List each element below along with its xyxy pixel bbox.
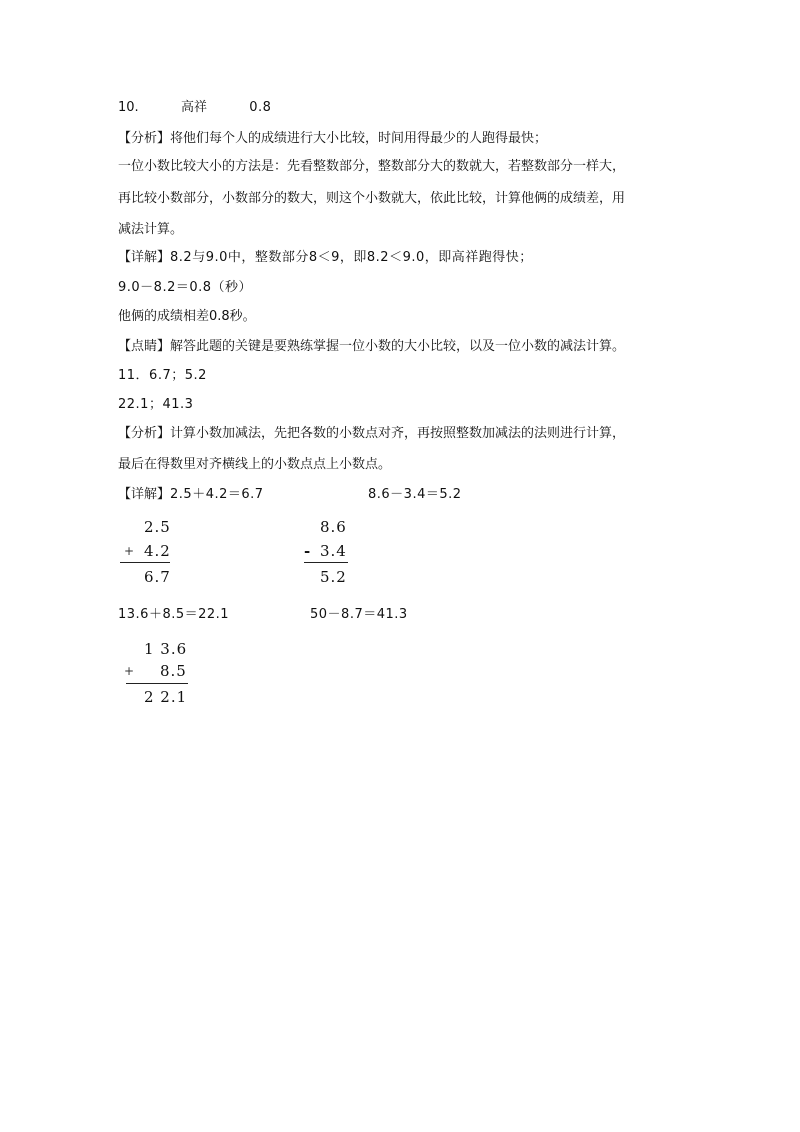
q11-eq1: 2.5＋4.2＝6.7 bbox=[170, 487, 264, 502]
vcalc3-bottom: 8.5 bbox=[160, 662, 187, 680]
vertical-calc-addition-2 bbox=[118, 640, 198, 712]
vcalc2-rule bbox=[304, 562, 348, 563]
vcalc3-rule bbox=[126, 683, 188, 684]
q10-method-line1: 一位小数比较大小的方法是：先看整数部分，整数部分大的数就大，若整数部分一样大， bbox=[118, 159, 626, 174]
q10-tip-text: 解答此题的关键是要熟练掌握一位小数的大小比较，以及一位小数的减法计算。 bbox=[170, 339, 626, 354]
q10-tip-line bbox=[118, 338, 625, 356]
q10-calc: 9.0－8.2＝0.8（秒） bbox=[118, 280, 253, 295]
vertical-calc-addition-1 bbox=[118, 518, 178, 590]
q10-detail-text: 8.2与9.0中，整数部分8＜9，即8.2＜9.0，即高祥跑得快； bbox=[170, 250, 533, 265]
q11-eq2: 8.6－3.4＝5.2 bbox=[368, 487, 462, 502]
vertical-calc-subtraction-1 bbox=[300, 518, 360, 590]
q10-number: 10. bbox=[118, 100, 139, 115]
q10-conclusion: 他俩的成绩相差0.8秒。 bbox=[118, 309, 256, 324]
vcalc2-operator: - bbox=[304, 542, 311, 560]
q11-detail-label: 【详解】 bbox=[118, 487, 171, 502]
q11-detail-line bbox=[118, 486, 264, 504]
vcalc2-result: 5.2 bbox=[320, 568, 347, 586]
q10-detail-label: 【详解】 bbox=[118, 250, 171, 265]
q10-answer-name: 高祥 bbox=[180, 100, 207, 115]
vcalc1-bottom: 4.2 bbox=[144, 542, 171, 560]
vcalc3-top: 1 3.6 bbox=[144, 640, 188, 658]
vcalc1-rule bbox=[120, 562, 170, 563]
q10-method-line3: 减法计算。 bbox=[118, 222, 184, 237]
vcalc2-bottom: 3.4 bbox=[320, 542, 347, 560]
q11-eq3: 13.6＋8.5＝22.1 bbox=[118, 607, 230, 622]
q10-tip-label: 【点睛】 bbox=[118, 339, 171, 354]
q11-analysis-label: 【分析】 bbox=[118, 426, 171, 441]
vcalc1-top: 2.5 bbox=[144, 518, 171, 536]
q10-analysis-label: 【分析】 bbox=[118, 131, 171, 146]
q11-analysis-line2: 最后在得数里对齐横线上的小数点点上小数点。 bbox=[118, 457, 392, 472]
q11-answers-line1: 11．6.7；5.2 bbox=[118, 368, 207, 383]
q11-analysis-line1: 计算小数加减法，先把各数的小数点对齐，再按照整数加减法的法则进行计算， bbox=[170, 426, 626, 441]
q10-answer-value: 0.8 bbox=[249, 100, 272, 115]
vcalc2-top: 8.6 bbox=[320, 518, 347, 536]
vcalc3-operator: + bbox=[124, 664, 135, 678]
q10-analysis-line bbox=[118, 130, 547, 148]
q10-header-line bbox=[118, 99, 271, 117]
q11-answers-line2: 22.1；41.3 bbox=[118, 397, 194, 412]
q10-analysis-text: 将他们每个人的成绩进行大小比较，时间用得最少的人跑得最快； bbox=[170, 131, 548, 146]
vcalc1-result: 6.7 bbox=[144, 568, 171, 586]
q11-analysis-line bbox=[118, 425, 625, 443]
q10-method-line2: 再比较小数部分，小数部分的数大，则这个小数就大，依此比较，计算他俩的成绩差，用 bbox=[118, 191, 626, 206]
q11-eq4: 50－8.7＝41.3 bbox=[310, 607, 408, 622]
q10-detail-line bbox=[118, 249, 533, 267]
vcalc3-result: 2 2.1 bbox=[144, 688, 188, 706]
vcalc1-operator: + bbox=[124, 544, 135, 558]
